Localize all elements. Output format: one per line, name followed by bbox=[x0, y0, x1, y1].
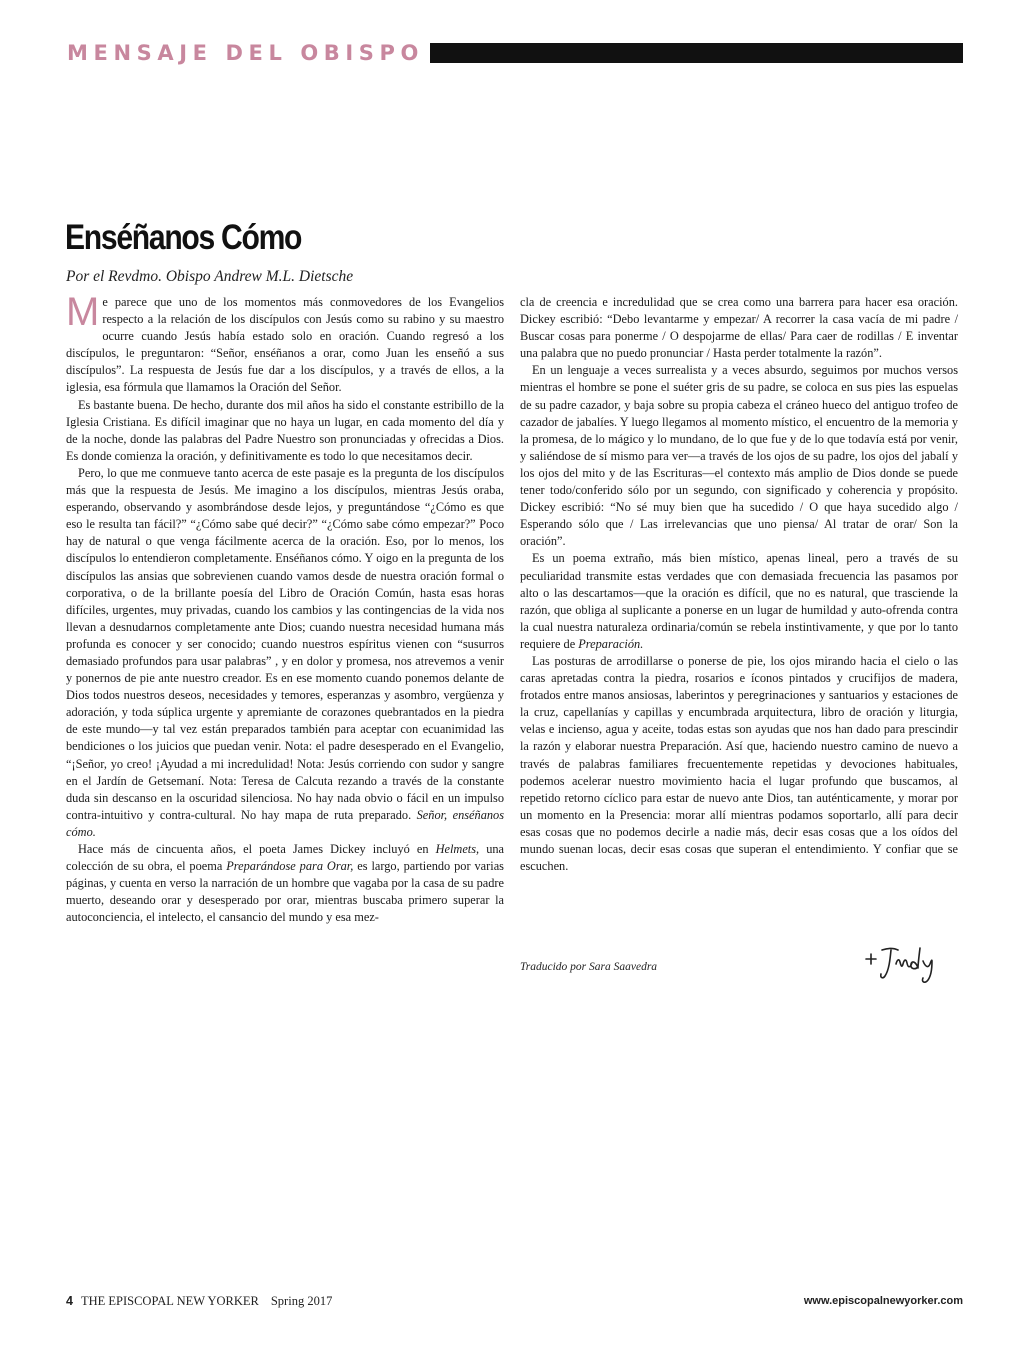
paragraph-1: Me parece que uno de los momentos más conmovedores de los Evangelios respecto a la relación de los discípulos con Jesús como su rabino y su maestro ocurre cuando Jesús había estado solo en oración. Cuando regresó a los discípulos, le preguntaron: “Señor, enséñanos a orar, como Juan les enseñó a sus discípulos”. La respuesta de Jesús fue dar a los discípulos, y a través de ellos, a la iglesia, esa fórmula que llamamos la Oración del Señor. bbox=[66, 290, 504, 395]
issue-date: Spring 2017 bbox=[270, 1294, 333, 1308]
article-title: Enséñanos Cómo bbox=[65, 218, 302, 257]
publication-name: THE EPISCOPAL NEW YORKER bbox=[80, 1294, 259, 1308]
section-rule bbox=[430, 43, 963, 63]
paragraph-2: Es bastante buena. De hecho, durante dos mil años ha sido el constante estribillo de la Iglesia Cristiana. Es difícil imaginar que no haya un lugar, en cada momento del día y de la noche, donde las palabras del Padre Nuestro son pronunciadas y ofrecidas a Dios. Es donde comienza la oración, y definitivamente es todo lo que necesitamos decir. bbox=[66, 397, 504, 463]
paragraph-6: Es un poema extraño, más bien místico, apenas lineal, pero a través de su peculiaridad transmite estas verdades que con demasiada frecuencia las pasamos por alto o las descartamos—que la oración es difícil, que no es natural, que trasciende la razón, que obliga al suplicante a ponerse en un lugar de humildad y auto-ofrenda contra la cual nuestra naturaleza ordinaria/común se rebela instintivamente, y que por lo tanto requiere de Preparación. bbox=[520, 551, 958, 651]
drop-cap: M bbox=[66, 290, 100, 334]
article-column-left bbox=[66, 290, 505, 926]
section-title: MENSAJE DEL OBISPO bbox=[67, 41, 424, 65]
article-byline: Por el Revdmo. Obispo Andrew M.L. Dietsche bbox=[66, 268, 354, 285]
page-number: 4 bbox=[66, 1294, 73, 1308]
paragraph-4: Hace más de cincuenta años, el poeta James Dickey incluyó en Helmets, una colección de su obra, el poema Preparándose para Orar, es largo, partiendo por varias páginas, y cuenta en verso la narración de un hombre que vagaba por la casa de su padre muerto, deseando orar y desesperado por orar, mientras buscaba primero superar la autoconciencia, el intelecto, el cansancio del mundo y esa mez- bbox=[66, 842, 505, 925]
paragraph-5: En un lenguaje a veces surrealista y a veces absurdo, seguimos por muchos versos mientras el hombre se pone el suéter gris de su padre, se coloca en sus pies las espuelas de su padre cazador, y baja sobre su propia cabeza el cráneo hueco del antiguo trofeo de cazador de jabalíes. Y luego llegamos al momento místico, el encuentro de la memoria y la promesa, de lo mágico y lo mundano, de lo que fue y de lo que todavía está por venir, y saliéndose de sí mismo para ver—a través de los ojos de su padre, los ojos del jabalí y los ojos del mito y de las Escrituras—el contexto más amplio de Dios donde se puede tener todo/conferido sólo por un segundo, con significado y coherencia y propósito. Dickey escribió: “No sé muy bien que ha sucedido / O que haya sucedido algo / Esperando sólo que / Las irrelevancias que uno piensa/ Al tratar de orar/ Son la oración”. bbox=[520, 363, 958, 549]
section-header bbox=[67, 38, 963, 68]
page-footer bbox=[66, 1294, 332, 1309]
translator-credit: Traducido por Sara Saavedra bbox=[520, 961, 658, 973]
signature-image bbox=[864, 942, 946, 986]
article-column-right bbox=[520, 294, 958, 875]
paragraph-7: Las posturas de arrodillarse o ponerse de pie, los ojos mirando hacia el cielo o las caras apretadas contra la piedra, rosarios e íconos pintados y crucifijos de madera, frotados entre manos ansiosas, laberintos y peregrinaciones y santuarios y estaciones de la cruz, capellanías y capillas y encumbrada arquitectura, libro de oración y liturgia, velas e incienso, agua y aceite, todas estas son ayudas que nos han dado para prescindir la razón y elaborar nuestra Preparación. Así que, haciendo nuestro camino de nuevo a través de palabras familiares frecuentemente repetidas y devociones habituales, podemos acelerar nuestro movimiento hacia el lugar profundo que buscamos, al repetido retorno cíclico para estar de nuevo ante Dios, tan auténticamente, y morar por un momento en la Presencia: morar allí mientras podamos soportarlo, allí para decir esas cosas que no podemos decirle a nadie más, decir esas cosas que a los oídos del mundo suenan locas, decir esas cosas que superan el entendimiento. Y confiar que se escuchen. bbox=[520, 653, 958, 874]
paragraph-3: Pero, lo que me conmueve tanto acerca de este pasaje es la pregunta de los discípulos más que la respuesta de Jesús. Me imagino a los discípulos, mientras Jesús oraba, esperando, observando y asombrándose desde lejos, y preguntándose “¿Cómo es que eso le resulta tan fácil?” “¿Cómo sabe qué decir?” “¿Cómo sabe cómo empezar?” Poco hay de natural o que venga fácilmente acerca de la oración. Eso, por lo menos, los discípulos lo entendieron completamente. Enséñanos cómo. Y oigo en la pregunta de los discípulos las ansias que sobrevienen cuando vamos desde de nuestra oración formal o corporativa, o de la brillante poesía del Libro de Oración Común, hasta esas horas difíciles, urgentes, muy privadas, cuando los cambios y las contingencias de la vida nos llevan a desnudarnos completamente ante Dios; cuando nuestra necesidad humana más profunda es conocer y ser conocido; cuando nuestros espíritus vienen con “susurros demasiado profundos para usar palabras” , y en dolor y promesa, nos atrevemos a venir y ponernos de pie ante nuestro creador. Es en ese momento cuando ponemos delante de Dios todos nuestros deseos, necesidades y temores, esperanzas y asombro, vergüenza y adoración, y toda súplica urgente y apremiante de corazones quebrantados en la piedra de este mundo—y tal vez están preparados también para aceptar con ecuanimidad las bendiciones o los juicios que puedan venir. Nota: el padre desesperado en el Evangelio, “¡Señor, yo creo! ¡Ayudad a mi incredulidad! Nota: Jesús corriendo con sudor y sangre en el Jardín de Getsemaní. Nota: Teresa de Calcuta rezando a través de la constante duda sin descanso en la oscuridad silenciosa. No hay nada obvio o fácil en un impulso contra-intuitivo y contra-cultural. No hay mapa de ruta preparado. Señor, enséñanos cómo. bbox=[66, 465, 505, 839]
paragraph-4-continued: cla de creencia e incredulidad que se crea como una barrera para hacer esa oración. Dickey escribió: “Debo levantarme y empezar/ A recorrer la casa vacía de mi padre / Buscar cosas para ponerme / O despojarme de ellas/ Para caer de rodillas / E inventar una palabra que no puedo pronunciar / Hasta perder totalmente la razón”. bbox=[520, 295, 958, 361]
website-url[interactable]: www.episcopalnewyorker.com bbox=[803, 1295, 963, 1307]
